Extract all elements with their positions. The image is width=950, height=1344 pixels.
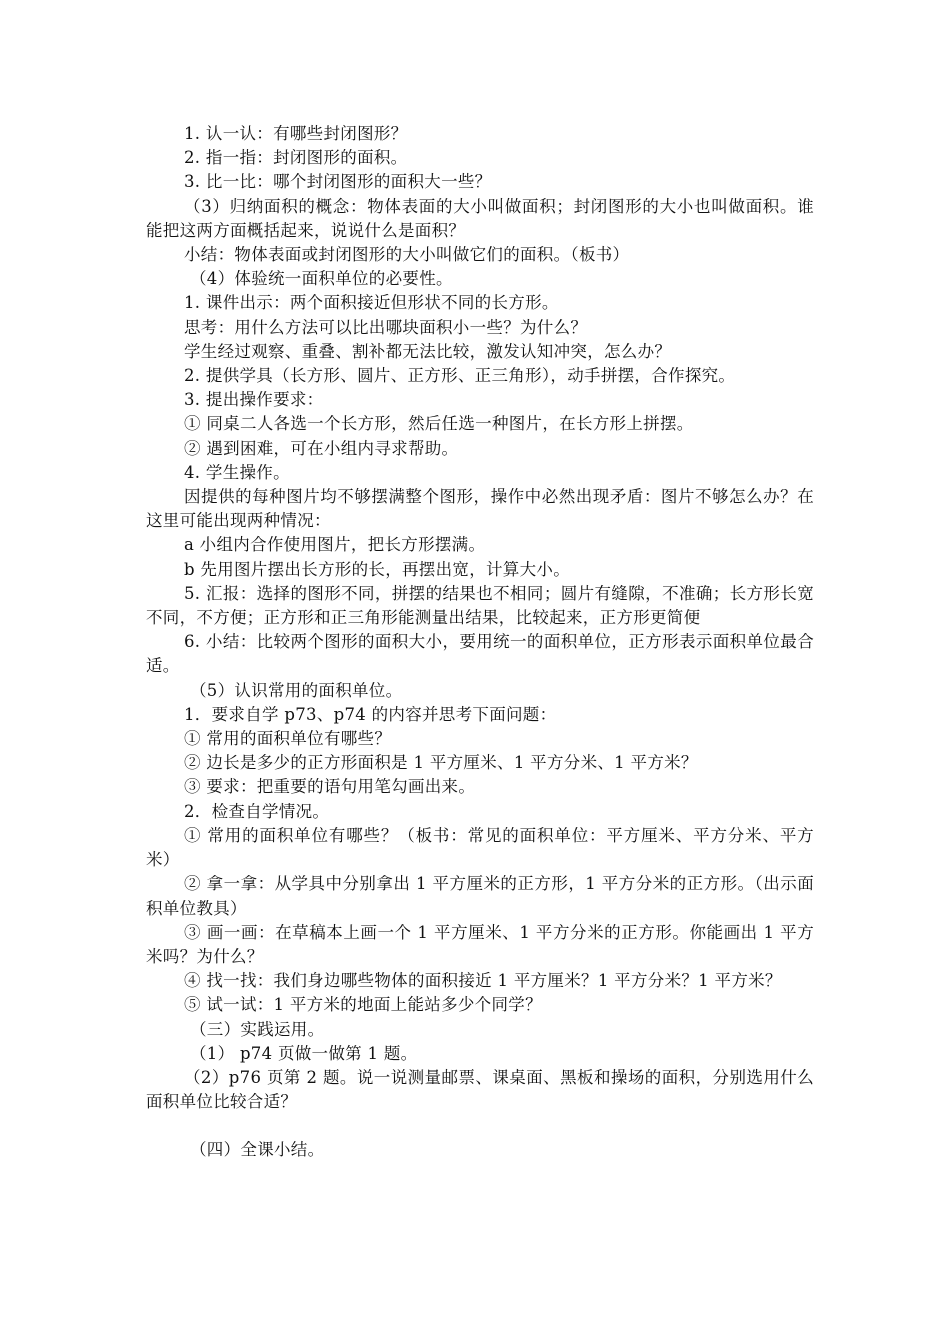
paragraph: a 小组内合作使用图片，把长方形摆满。 <box>184 535 486 555</box>
paragraph: 6. 小结：比较两个图形的面积大小，要用统一的面积单位，正方形表示面积单位最合适。 <box>146 632 814 676</box>
paragraph: 1. 课件出示：两个面积接近但形状不同的长方形。 <box>184 293 559 313</box>
paragraph: ② 拿一拿：从学具中分别拿出 1 平方厘米的正方形，1 平方分米的正方形。（出示面积单位教具） <box>146 874 814 918</box>
section-heading: （三）实践运用。 <box>190 1019 325 1039</box>
paragraph: 思考：用什么方法可以比出哪块面积小一些？为什么？ <box>184 317 588 337</box>
paragraph: 小结：物体表面或封闭图形的大小叫做它们的面积。（板书） <box>184 245 630 265</box>
paragraph: （3）归纳面积的概念：物体表面的大小叫做面积；封闭图形的大小也叫做面积。谁能把这两方面概括起来，说说什么是面积？ <box>146 196 814 240</box>
section-heading: （4）体验统一面积单位的必要性。 <box>190 269 453 289</box>
paragraph: 3. 提出操作要求： <box>184 390 324 410</box>
paragraph: 2. 指一指：封闭图形的面积。 <box>184 148 408 168</box>
paragraph: ① 常用的面积单位有哪些？（板书：常见的面积单位：平方厘米、平方分米、平方米） <box>146 825 814 870</box>
paragraph: 2．检查自学情况。 <box>184 801 330 821</box>
paragraph: 3. 比一比：哪个封闭图形的面积大一些？ <box>184 172 492 192</box>
paragraph: 1．要求自学 p73、p74 的内容并思考下面问题： <box>184 704 557 724</box>
paragraph: b 先用图片摆出长方形的长，再摆出宽，计算大小。 <box>184 559 571 579</box>
paragraph: （2）p76 页第 2 题。说一说测量邮票、课桌面、黑板和操场的面积，分别选用什么面积单位比较合适？ <box>146 1067 814 1112</box>
paragraph: 因提供的每种图片均不够摆满整个图形，操作中必然出现矛盾：图片不够怎么办？在这里可能出现两种情况： <box>146 487 814 531</box>
paragraph: ③ 画一画：在草稿本上画一个 1 平方厘米、1 平方分米的正方形。你能画出 1 平方米吗？为什么？ <box>146 922 814 966</box>
paragraph: ④ 找一找：我们身边哪些物体的面积接近 1 平方厘米？1 平方分米？1 平方米？ <box>184 971 782 991</box>
paragraph: ⑤ 试一试：1 平方米的地面上能站多少个同学？ <box>184 995 542 1015</box>
lesson-content <box>146 122 814 1163</box>
paragraph: ② 边长是多少的正方形面积是 1 平方厘米、1 平方分米、1 平方米？ <box>184 753 698 773</box>
paragraph: 2. 提供学具（长方形、圆片、正方形、正三角形），动手拼摆，合作探究。 <box>184 366 736 386</box>
paragraph: （1） p74 页做一做第 1 题。 <box>190 1043 418 1063</box>
paragraph: 1. 认一认：有哪些封闭图形？ <box>184 124 408 143</box>
paragraph: ② 遇到困难，可在小组内寻求帮助。 <box>184 438 459 458</box>
paragraph: ① 同桌二人各选一个长方形，然后任选一种图片，在长方形上拼摆。 <box>184 414 694 434</box>
paragraph: 学生经过观察、重叠、割补都无法比较，激发认知冲突，怎么办？ <box>184 341 672 361</box>
paragraph: ① 常用的面积单位有哪些？ <box>184 729 392 749</box>
section-heading: （5）认识常用的面积单位。 <box>190 680 403 700</box>
section-heading: （四）全课小结。 <box>190 1140 325 1160</box>
blank-line <box>146 1114 814 1138</box>
paragraph: 4. 学生操作。 <box>184 462 290 482</box>
paragraph: 5. 汇报：选择的图形不同，拼摆的结果也不相同；圆片有缝隙，不准确；长方形长宽不同，不方便；正方形和正三角形能测量出结果，比较起来，正方形更简便 <box>146 583 814 628</box>
paragraph: ③ 要求：把重要的语句用笔勾画出来。 <box>184 777 476 797</box>
